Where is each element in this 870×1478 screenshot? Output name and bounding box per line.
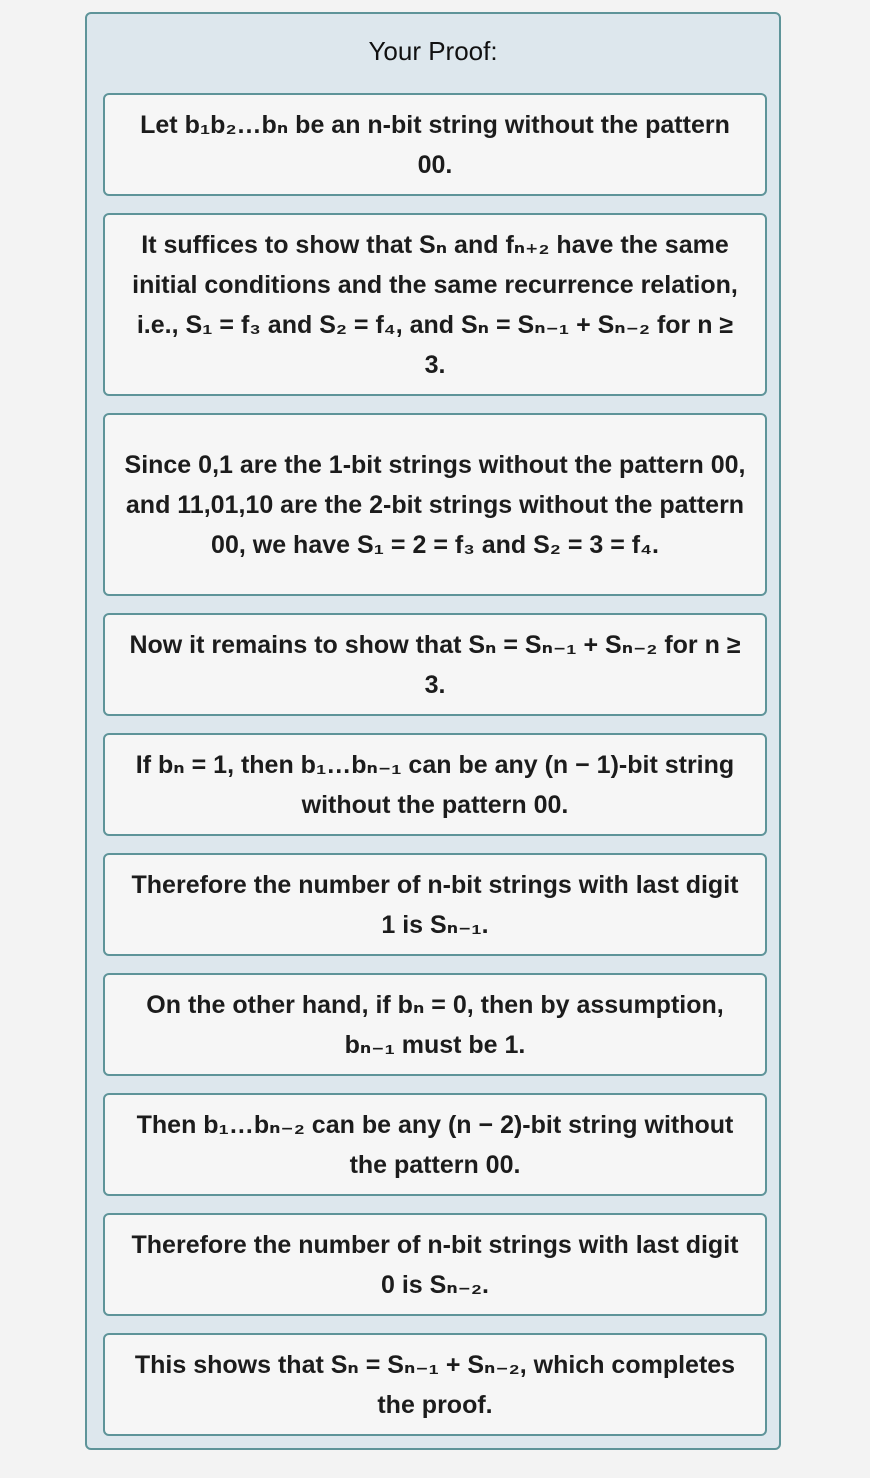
proof-step-7[interactable] [103, 973, 767, 1076]
proof-step-5[interactable] [103, 733, 767, 836]
proof-step-text: Therefore the number of n-bit strings with last digit 0 is Sₙ₋₂. [131, 1230, 739, 1299]
proof-step-1[interactable] [103, 93, 767, 196]
proof-step-text: Since 0,1 are the 1-bit strings without the pattern 00, and 11,01,10 are the 2-bit strings without the pattern 00, we have S₁ = 2 = f₃ and S₂ = 3 = f₄. [124, 450, 746, 559]
proof-step-2[interactable] [103, 213, 767, 396]
proof-step-10[interactable] [103, 1333, 767, 1436]
proof-step-3[interactable] [103, 413, 767, 596]
proof-step-text: Therefore the number of n-bit strings with last digit 1 is Sₙ₋₁. [131, 870, 739, 939]
proof-step-6[interactable] [103, 853, 767, 956]
proof-step-text: Now it remains to show that Sₙ = Sₙ₋₁ + Sₙ₋₂ for n ≥ 3. [129, 630, 741, 699]
proof-step-text: Then b₁…bₙ₋₂ can be any (n − 2)-bit string without the pattern 00. [136, 1110, 734, 1179]
proof-title: Your Proof: [368, 36, 498, 66]
proof-step-text: On the other hand, if bₙ = 0, then by assumption, bₙ₋₁ must be 1. [146, 990, 724, 1059]
proof-step-4[interactable] [103, 613, 767, 716]
proof-step-text: If bₙ = 1, then b₁…bₙ₋₁ can be any (n − 1)-bit string without the pattern 00. [135, 750, 735, 819]
proof-step-9[interactable] [103, 1213, 767, 1316]
proof-step-text: Let b₁b₂…bₙ be an n-bit string without the pattern 00. [140, 110, 730, 179]
proof-panel [85, 12, 781, 1450]
proof-step-text: It suffices to show that Sₙ and fₙ₊₂ have the same initial conditions and the same recurrence relation, i.e., S₁ = f₃ and S₂ = f₄, and Sₙ = Sₙ₋₁ + Sₙ₋₂ for n ≥ 3. [132, 230, 738, 379]
proof-step-text: This shows that Sₙ = Sₙ₋₁ + Sₙ₋₂, which completes the proof. [134, 1350, 736, 1419]
proof-step-8[interactable] [103, 1093, 767, 1196]
